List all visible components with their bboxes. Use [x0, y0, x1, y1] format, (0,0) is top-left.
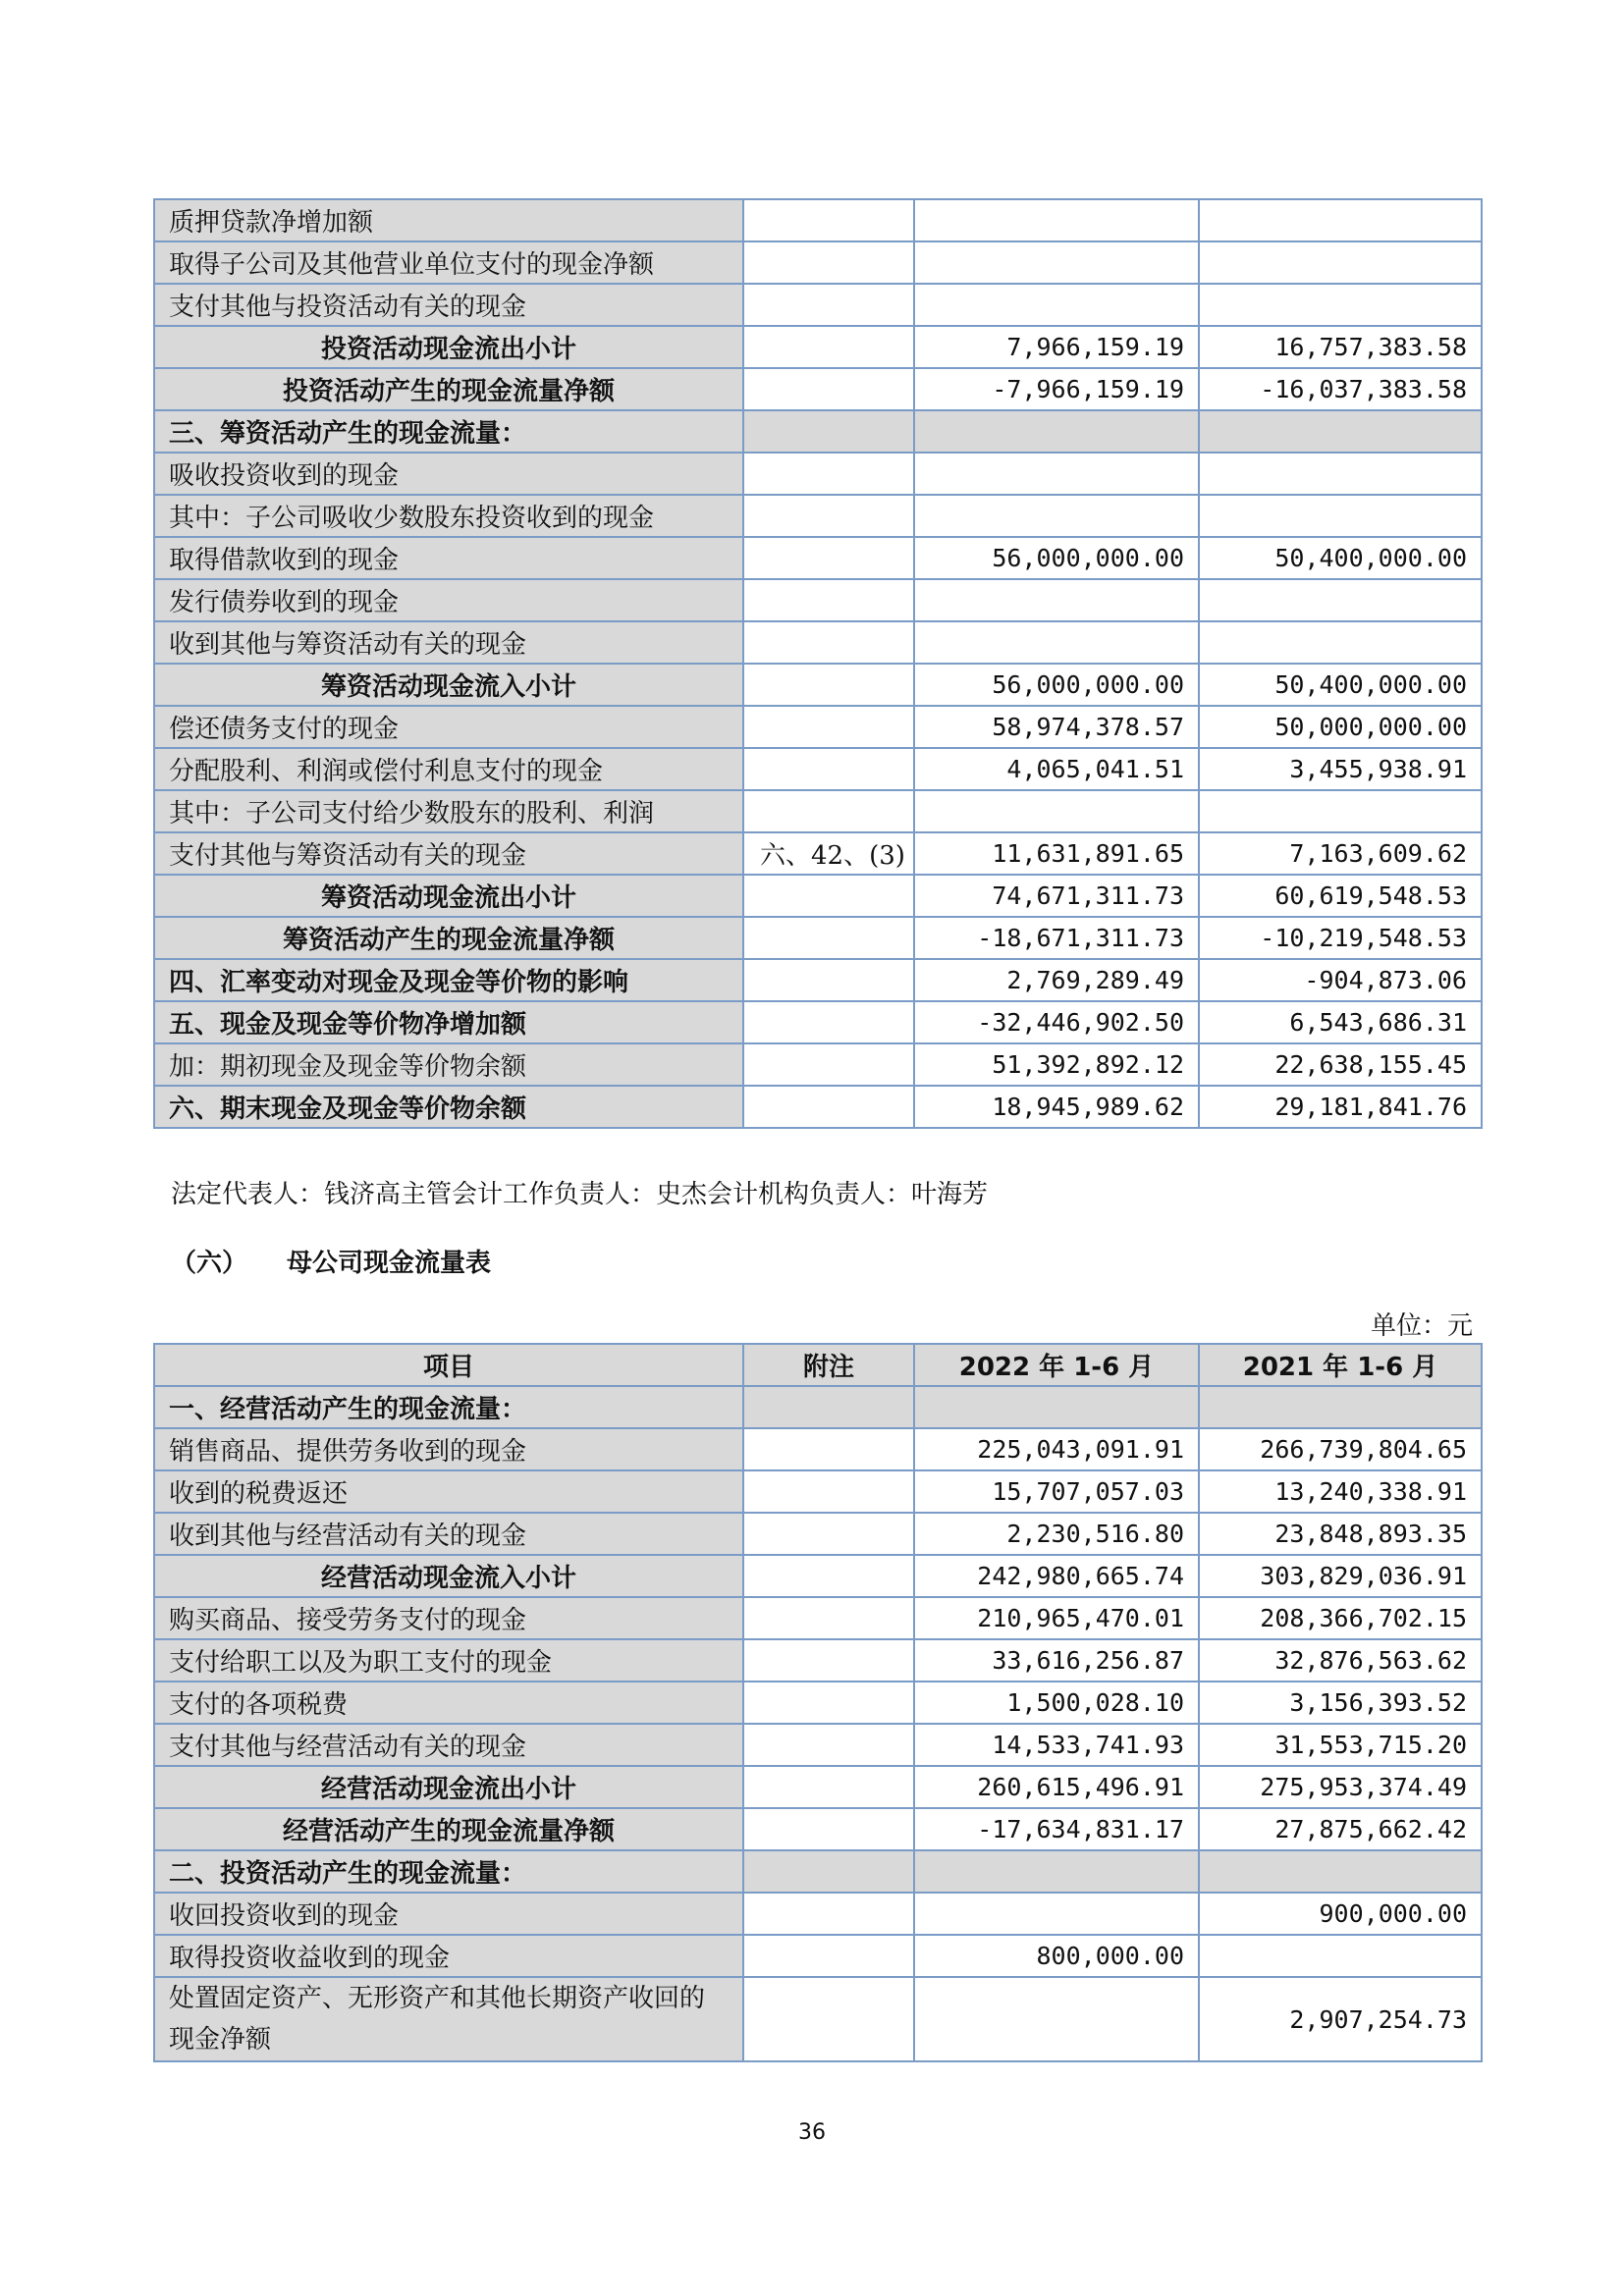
row-label: 四、汇率变动对现金及现金等价物的影响	[154, 959, 743, 1001]
row-value-2022: 2,769,289.49	[914, 959, 1199, 1001]
table-row	[154, 579, 1482, 621]
row-label: 购买商品、接受劳务支付的现金	[154, 1597, 743, 1639]
header-note: 附注	[743, 1344, 914, 1386]
row-value-2022: 58,974,378.57	[914, 706, 1199, 748]
row-value-2022: 33,616,256.87	[914, 1639, 1199, 1682]
row-label: 二、投资活动产生的现金流量：	[154, 1850, 743, 1893]
row-value-2022	[914, 1977, 1199, 2061]
row-value-2021: -904,873.06	[1199, 959, 1482, 1001]
row-value-2022: 4,065,041.51	[914, 748, 1199, 790]
row-note	[743, 410, 914, 453]
table-row	[154, 326, 1482, 368]
row-note	[743, 453, 914, 495]
table-row	[154, 453, 1482, 495]
row-value-2021: 50,400,000.00	[1199, 664, 1482, 706]
row-label: 投资活动现金流出小计	[154, 326, 743, 368]
row-value-2022: 260,615,496.91	[914, 1766, 1199, 1808]
row-value-2022	[914, 1386, 1199, 1428]
section-title: 母公司现金流量表	[287, 1249, 492, 1278]
table-row	[154, 241, 1482, 284]
row-value-2022: 210,965,470.01	[914, 1597, 1199, 1639]
row-value-2022: 14,533,741.93	[914, 1724, 1199, 1766]
row-label: 一、经营活动产生的现金流量：	[154, 1386, 743, 1428]
row-note	[743, 1086, 914, 1128]
signatories-line: 法定代表人：钱济高主管会计工作负责人：史杰会计机构负责人：叶海芳	[171, 1180, 989, 1209]
row-label: 筹资活动产生的现金流量净额	[154, 917, 743, 959]
row-note	[743, 1682, 914, 1724]
row-value-2022	[914, 1893, 1199, 1935]
row-label: 取得子公司及其他营业单位支付的现金净额	[154, 241, 743, 284]
row-note	[743, 368, 914, 410]
row-value-2022	[914, 410, 1199, 453]
row-value-2021	[1199, 790, 1482, 832]
row-value-2022: 56,000,000.00	[914, 537, 1199, 579]
row-value-2022: 18,945,989.62	[914, 1086, 1199, 1128]
row-value-2022: -17,634,831.17	[914, 1808, 1199, 1850]
row-value-2022: 225,043,091.91	[914, 1428, 1199, 1470]
row-label: 收到其他与经营活动有关的现金	[154, 1513, 743, 1555]
row-value-2021: 23,848,893.35	[1199, 1513, 1482, 1555]
row-value-2021	[1199, 241, 1482, 284]
row-value-2022: 51,392,892.12	[914, 1043, 1199, 1086]
table-row	[154, 1893, 1482, 1935]
row-note	[743, 1513, 914, 1555]
row-value-2021: 208,366,702.15	[1199, 1597, 1482, 1639]
row-label: 收到的税费返还	[154, 1470, 743, 1513]
table-row	[154, 410, 1482, 453]
table-header-row	[154, 1344, 1482, 1386]
row-label: 支付给职工以及为职工支付的现金	[154, 1639, 743, 1682]
table-row	[154, 199, 1482, 241]
section-heading	[171, 1243, 491, 1279]
row-value-2021: -16,037,383.58	[1199, 368, 1482, 410]
row-note	[743, 1724, 914, 1766]
row-value-2021: 6,543,686.31	[1199, 1001, 1482, 1043]
row-value-2022	[914, 284, 1199, 326]
row-value-2022	[914, 199, 1199, 241]
table-row	[154, 1513, 1482, 1555]
table-row	[154, 1086, 1482, 1128]
row-note	[743, 664, 914, 706]
row-value-2021: 50,000,000.00	[1199, 706, 1482, 748]
row-label: 支付其他与筹资活动有关的现金	[154, 832, 743, 875]
row-label: 销售商品、提供劳务收到的现金	[154, 1428, 743, 1470]
row-value-2021	[1199, 1935, 1482, 1977]
table-row	[154, 706, 1482, 748]
row-value-2022	[914, 579, 1199, 621]
table-row	[154, 284, 1482, 326]
row-label: 质押贷款净增加额	[154, 199, 743, 241]
unit-label: 单位：元	[1370, 1311, 1473, 1341]
row-value-2022: -32,446,902.50	[914, 1001, 1199, 1043]
row-value-2022: 2,230,516.80	[914, 1513, 1199, 1555]
row-value-2022: 56,000,000.00	[914, 664, 1199, 706]
row-label: 收到其他与筹资活动有关的现金	[154, 621, 743, 664]
row-note	[743, 284, 914, 326]
row-note	[743, 1977, 914, 2061]
row-label: 经营活动现金流出小计	[154, 1766, 743, 1808]
row-note	[743, 241, 914, 284]
row-value-2022	[914, 621, 1199, 664]
row-label: 五、现金及现金等价物净增加额	[154, 1001, 743, 1043]
row-note	[743, 1386, 914, 1428]
row-note	[743, 1935, 914, 1977]
row-label: 取得借款收到的现金	[154, 537, 743, 579]
row-note	[743, 326, 914, 368]
table-row	[154, 917, 1482, 959]
row-label: 处置固定资产、无形资产和其他长期资产收回的现金净额	[154, 1977, 743, 2061]
row-value-2021: 266,739,804.65	[1199, 1428, 1482, 1470]
row-label: 支付的各项税费	[154, 1682, 743, 1724]
table-row	[154, 1639, 1482, 1682]
row-value-2021: 7,163,609.62	[1199, 832, 1482, 875]
row-label: 筹资活动现金流出小计	[154, 875, 743, 917]
row-note	[743, 959, 914, 1001]
row-value-2021: 900,000.00	[1199, 1893, 1482, 1935]
table-row	[154, 1766, 1482, 1808]
row-note	[743, 1766, 914, 1808]
row-value-2021: 60,619,548.53	[1199, 875, 1482, 917]
row-value-2022: -18,671,311.73	[914, 917, 1199, 959]
row-label: 吸收投资收到的现金	[154, 453, 743, 495]
row-value-2021: 2,907,254.73	[1199, 1977, 1482, 2061]
row-note	[743, 748, 914, 790]
row-note	[743, 917, 914, 959]
header-2022: 2022 年 1-6 月	[914, 1344, 1199, 1386]
row-value-2021: 27,875,662.42	[1199, 1808, 1482, 1850]
table-row	[154, 790, 1482, 832]
table-row	[154, 368, 1482, 410]
row-label: 筹资活动现金流入小计	[154, 664, 743, 706]
row-value-2022: 242,980,665.74	[914, 1555, 1199, 1597]
row-note	[743, 1639, 914, 1682]
table-row	[154, 1043, 1482, 1086]
row-value-2021: -10,219,548.53	[1199, 917, 1482, 959]
table-row	[154, 748, 1482, 790]
row-label: 取得投资收益收到的现金	[154, 1935, 743, 1977]
row-value-2022: -7,966,159.19	[914, 368, 1199, 410]
row-label: 投资活动产生的现金流量净额	[154, 368, 743, 410]
row-note	[743, 1428, 914, 1470]
investing-financing-cashflow-table	[153, 198, 1483, 1129]
row-note	[743, 1893, 914, 1935]
row-value-2021	[1199, 621, 1482, 664]
table-row	[154, 664, 1482, 706]
row-value-2021	[1199, 579, 1482, 621]
table-row	[154, 1682, 1482, 1724]
row-value-2021: 22,638,155.45	[1199, 1043, 1482, 1086]
row-value-2022: 7,966,159.19	[914, 326, 1199, 368]
row-label: 其中：子公司吸收少数股东投资收到的现金	[154, 495, 743, 537]
row-note	[743, 706, 914, 748]
table-row	[154, 1470, 1482, 1513]
table-row	[154, 1555, 1482, 1597]
row-note	[743, 579, 914, 621]
row-label: 收回投资收到的现金	[154, 1893, 743, 1935]
row-value-2021: 50,400,000.00	[1199, 537, 1482, 579]
row-label: 发行债券收到的现金	[154, 579, 743, 621]
row-note	[743, 1850, 914, 1893]
table-row	[154, 875, 1482, 917]
row-label: 经营活动现金流入小计	[154, 1555, 743, 1597]
row-value-2022	[914, 241, 1199, 284]
parent-cashflow-table	[153, 1343, 1483, 2062]
row-value-2021	[1199, 1386, 1482, 1428]
row-label: 支付其他与经营活动有关的现金	[154, 1724, 743, 1766]
row-value-2021	[1199, 199, 1482, 241]
row-value-2021: 16,757,383.58	[1199, 326, 1482, 368]
table-row	[154, 959, 1482, 1001]
table-row	[154, 1001, 1482, 1043]
row-value-2021	[1199, 410, 1482, 453]
row-note	[743, 199, 914, 241]
table-row	[154, 1808, 1482, 1850]
row-value-2022	[914, 495, 1199, 537]
row-note	[743, 537, 914, 579]
row-value-2021	[1199, 453, 1482, 495]
row-label: 支付其他与投资活动有关的现金	[154, 284, 743, 326]
row-value-2022: 15,707,057.03	[914, 1470, 1199, 1513]
row-label: 加：期初现金及现金等价物余额	[154, 1043, 743, 1086]
row-note: 六、42、(3)	[743, 832, 914, 875]
table-row	[154, 832, 1482, 875]
table-row	[154, 1724, 1482, 1766]
row-value-2022	[914, 1850, 1199, 1893]
row-note	[743, 1597, 914, 1639]
row-value-2022: 800,000.00	[914, 1935, 1199, 1977]
header-item: 项目	[154, 1344, 743, 1386]
row-value-2021	[1199, 1850, 1482, 1893]
page-number: 36	[798, 2120, 826, 2145]
row-label: 偿还债务支付的现金	[154, 706, 743, 748]
row-value-2022	[914, 453, 1199, 495]
row-note	[743, 790, 914, 832]
section-number: （六）	[171, 1249, 248, 1278]
table-row	[154, 1597, 1482, 1639]
row-label: 其中：子公司支付给少数股东的股利、利润	[154, 790, 743, 832]
table-row	[154, 495, 1482, 537]
row-note	[743, 1043, 914, 1086]
table-row	[154, 1935, 1482, 1977]
table-row	[154, 1850, 1482, 1893]
row-label: 分配股利、利润或偿付利息支付的现金	[154, 748, 743, 790]
row-value-2021: 32,876,563.62	[1199, 1639, 1482, 1682]
table-row	[154, 537, 1482, 579]
table-row	[154, 621, 1482, 664]
row-value-2021	[1199, 284, 1482, 326]
row-value-2022: 11,631,891.65	[914, 832, 1199, 875]
row-value-2021	[1199, 495, 1482, 537]
row-label: 六、期末现金及现金等价物余额	[154, 1086, 743, 1128]
row-value-2022	[914, 790, 1199, 832]
row-value-2021: 3,455,938.91	[1199, 748, 1482, 790]
row-value-2021: 31,553,715.20	[1199, 1724, 1482, 1766]
table-row	[154, 1428, 1482, 1470]
row-note	[743, 1001, 914, 1043]
row-value-2022: 74,671,311.73	[914, 875, 1199, 917]
row-note	[743, 1808, 914, 1850]
row-note	[743, 495, 914, 537]
row-note	[743, 1470, 914, 1513]
header-2021: 2021 年 1-6 月	[1199, 1344, 1482, 1386]
row-label: 经营活动产生的现金流量净额	[154, 1808, 743, 1850]
row-label: 三、筹资活动产生的现金流量：	[154, 410, 743, 453]
row-note	[743, 875, 914, 917]
row-value-2021: 29,181,841.76	[1199, 1086, 1482, 1128]
row-note	[743, 621, 914, 664]
row-value-2021: 275,953,374.49	[1199, 1766, 1482, 1808]
table-row	[154, 1386, 1482, 1428]
row-value-2021: 3,156,393.52	[1199, 1682, 1482, 1724]
row-value-2022: 1,500,028.10	[914, 1682, 1199, 1724]
row-value-2021: 13,240,338.91	[1199, 1470, 1482, 1513]
table-row	[154, 1977, 1482, 2061]
row-note	[743, 1555, 914, 1597]
row-value-2021: 303,829,036.91	[1199, 1555, 1482, 1597]
